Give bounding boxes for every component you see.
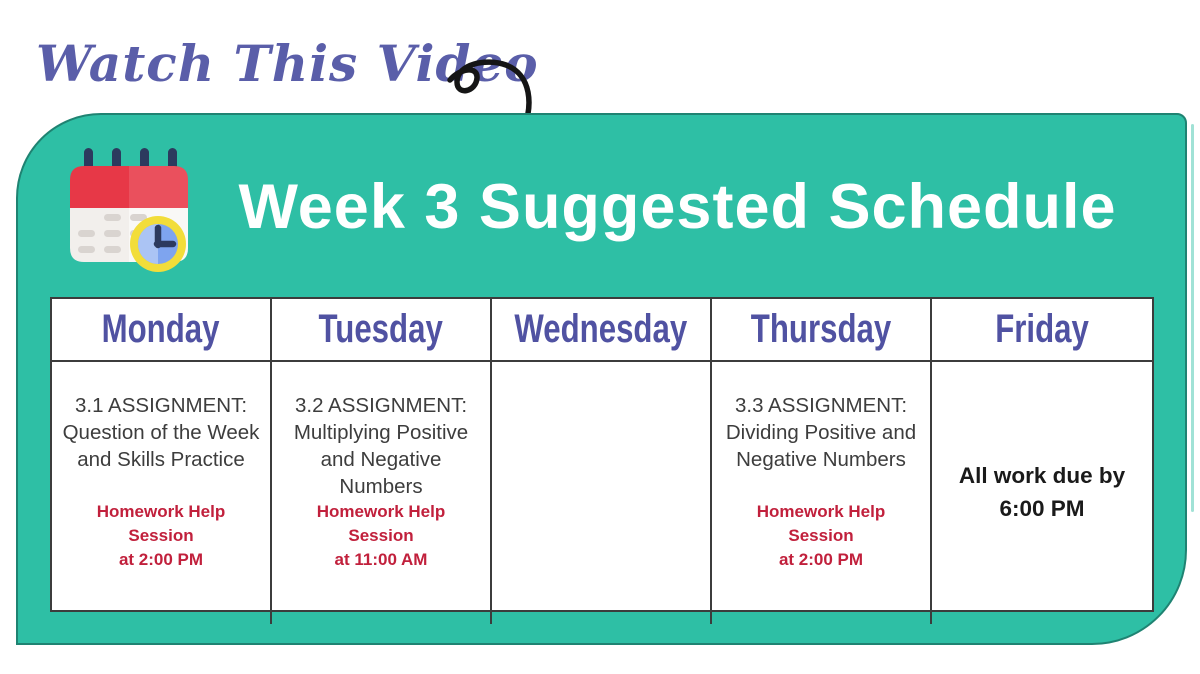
- homework-help-line: Homework Help Session: [316, 502, 446, 545]
- calendar-dash: [104, 214, 121, 221]
- calendar-dash: [104, 230, 121, 237]
- homework-help-text: [62, 500, 260, 571]
- schedule-column-thursday: [712, 299, 932, 624]
- schedule-column-monday: [52, 299, 272, 624]
- calendar-dash: [78, 246, 95, 253]
- video-card[interactable]: [16, 113, 1187, 645]
- calendar-dash: [78, 230, 95, 237]
- homework-help-time: at 2:00 PM: [778, 549, 864, 569]
- day-label: Friday: [995, 307, 1089, 351]
- page-edge-line: [1191, 124, 1194, 512]
- due-time: 6:00 PM: [999, 495, 1085, 521]
- due-line: All work due by: [958, 463, 1126, 489]
- cell-friday: [932, 362, 1152, 624]
- day-header-tuesday: [272, 299, 490, 362]
- schedule-column-friday: [932, 299, 1152, 624]
- cell-wednesday: [492, 362, 710, 624]
- day-header-friday: [932, 299, 1152, 362]
- homework-help-time: at 11:00 AM: [334, 549, 428, 569]
- day-label: Thursday: [750, 307, 892, 351]
- schedule-column-tuesday: [272, 299, 492, 624]
- cell-tuesday: [272, 362, 490, 624]
- calendar-dash: [104, 246, 121, 253]
- assignment-text: 3.3 ASSIGNMENT: Dividing Positive and Negative Numbers: [725, 394, 917, 472]
- day-label: Tuesday: [318, 307, 444, 351]
- homework-help-text: [722, 500, 920, 571]
- cell-thursday: [712, 362, 930, 624]
- assignment-text: 3.1 ASSIGNMENT: Question of the Week and Skills Practice: [62, 394, 260, 472]
- homework-help-text: [282, 500, 480, 571]
- homework-help-line: Homework Help Session: [96, 502, 226, 545]
- day-label: Wednesday: [514, 307, 688, 351]
- homework-help-line: Homework Help Session: [756, 502, 886, 545]
- due-text: [959, 460, 1125, 525]
- day-label: Monday: [102, 307, 220, 351]
- cell-monday: [52, 362, 270, 624]
- schedule-table: [50, 297, 1154, 612]
- schedule-column-wednesday: [492, 299, 712, 624]
- assignment-text: 3.2 ASSIGNMENT: Multiplying Positive and Negative Numbers: [293, 394, 469, 499]
- day-header-wednesday: [492, 299, 710, 362]
- calendar-header-highlight: [129, 166, 188, 208]
- day-header-monday: [52, 299, 270, 362]
- calendar-clock-icon: [62, 148, 196, 274]
- handwritten-note: Watch This Video: [36, 34, 539, 93]
- card-title: Week 3 Suggested Schedule: [238, 172, 1117, 242]
- day-header-thursday: [712, 299, 930, 362]
- homework-help-time: at 2:00 PM: [118, 549, 204, 569]
